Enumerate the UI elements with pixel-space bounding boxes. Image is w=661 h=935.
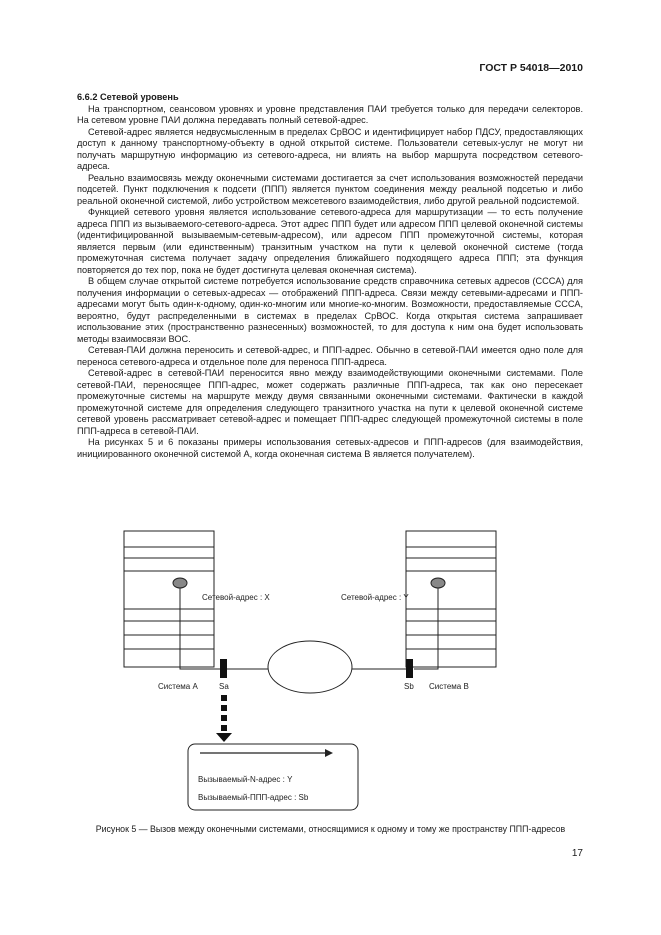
- net-address-label-right: Сетевой-адрес : Y: [341, 593, 409, 602]
- paragraph: Функцией сетевого уровня является использование сетевого-адреса для маршрутизации — то есть получение адреса ППП из вызываемого-сетевого-адреса. Этот адрес ППП будет или адресом ППП целевой оконечной системы (идентифицированной вызываемым-сетевым-адресом), или адресом ППП промежуточной системы, которая является первым (или единственным) транзитным участком на пути к целевой оконечной системе (тогда промежуточная система получает задачу определения ближайшего подходящего адреса ППП; эта функция повторяется до тех пор, пока не будет достигнута целевая оконечная система).: [77, 207, 583, 275]
- paragraph: Сетевой-адрес является недвусмысленным в пределах СрВОС и идентифицирует набор ПДСУ, предоставляющих доступ к данному транспортному-объекту в одной открытой системе. Пользователи сетевых-услуг не могут ни получать маршрутную информацию из сетевого-адреса, ни влиять на выбор маршрута посредством сетевого-адреса.: [77, 126, 583, 171]
- system-b-node-icon: [431, 578, 445, 588]
- sb-access-point: [406, 659, 413, 678]
- system-b-label: Система В: [429, 682, 469, 691]
- system-a-label: Система А: [158, 682, 198, 691]
- paragraph: В общем случае открытой системе потребуется использование средств справочника сетевых адресов (СССА) для получения информации о сетевых-адресах — отображений ППП-адреса. Связи между сетевыми-адресами и ППП-адресами могут быть один-к-одному, один-ко-многим или многие-ко-многим. Возможности, предоставляемые СССА, вероятно, будут распределенными в системах в пределах СрВОС. Когда открытая система запрашивает использование этих (пространственно разнесенных) возможностей, то для доступа к ним она будет использовать методы взаимосвязи ВОС.: [77, 276, 583, 344]
- document-code: ГОСТ Р 54018—2010: [479, 62, 583, 74]
- called-n-address: Вызываемый-N-адрес : Y: [198, 775, 293, 784]
- paragraph: Сетевая-ПАИ должна переносить и сетевой-адрес, и ППП-адрес. Обычно в сетевой-ПАИ имеется одно поле для переноса сетевого-адреса и отдельное поле для переноса ППП-адреса.: [77, 345, 583, 367]
- sb-label: Sb: [404, 682, 414, 691]
- paragraph: Сетевой-адрес в сетевой-ПАИ переносится явно между взаимодействующими оконечными системами. Поле сетевой-ПАИ, переносящее ППП-адрес, может содержать различные ППП-адреса, так как оно пересекает промежуточные системы на маршруте между двумя связанными оконечными системами. Фактически в каждой промежуточной системе для определения следующего транзитного участка на пути к целевой оконечной системе сетевой уровень рассматривает сетевой-адрес и помещает ППП-адрес следующей промежуточной системы в поле ППП-адреса в сетевой-ПАИ.: [77, 368, 583, 436]
- sa-access-point: [220, 659, 227, 678]
- paragraph: На транспортном, сеансовом уровнях и уровне представления ПАИ требуется только для передачи селекторов. На сетевом уровне ПАИ должна передавать полный сетевой-адрес.: [77, 103, 583, 125]
- called-ppp-address: Вызываемый-ППП-адрес : Sb: [198, 793, 309, 802]
- paragraph: На рисунках 5 и 6 показаны примеры использования сетевых-адресов и ППП-адресов (для взаимодействия, инициированного оконечной системой А, когда оконечная система В является получателем).: [77, 437, 583, 459]
- paragraph: Реально взаимосвязь между оконечными системами достигается за счет использования возможностей передачи подсетей. Пункт подключения к подсети (ППП) является пунктом соединения между реальной подсетью и либо реальной оконечной системой, либо устройством межсетевого взаимодействия, либо другой реальной подсистемой.: [77, 172, 583, 206]
- system-b-stack: [406, 531, 496, 667]
- packet-direction-arrow-icon: [325, 749, 333, 757]
- system-a-node-icon: [173, 578, 187, 588]
- body-text: [77, 92, 583, 460]
- section-heading: 6.6.2 Сетевой уровень: [77, 92, 179, 102]
- down-arrow-icon: [216, 695, 232, 742]
- sa-label: Sa: [219, 682, 229, 691]
- figure-caption: Рисунок 5 — Вызов между оконечными системами, относящимися к одному и тому же пространству ППП-адресов: [95, 824, 566, 834]
- page-number: 17: [571, 848, 583, 859]
- network-diagram: [100, 523, 570, 828]
- subnetwork-ellipse: [268, 641, 352, 693]
- system-a-stack: [124, 531, 214, 667]
- net-address-label-left: Сетевой-адрес : X: [202, 593, 270, 602]
